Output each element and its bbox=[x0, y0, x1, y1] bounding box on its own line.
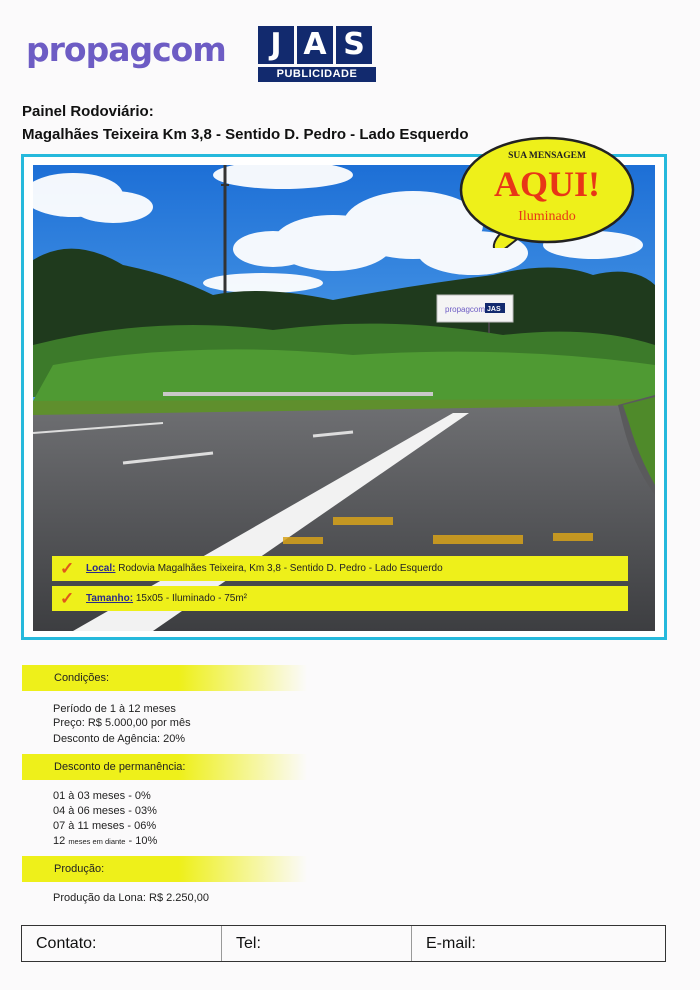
photo-billboard-badge: JAS bbox=[487, 306, 501, 313]
price-text: Preço: R$ 5.000,00 por mês bbox=[53, 717, 191, 729]
page-title: Painel Rodoviário: bbox=[22, 103, 154, 120]
permanence-last-small: meses em diante bbox=[68, 837, 126, 846]
location-title: Magalhães Teixeira Km 3,8 - Sentido D. Pedro - Lado Esquerdo bbox=[22, 126, 469, 143]
bubble-line3: Iluminado bbox=[518, 209, 576, 224]
permanence-last-tail: - 10% bbox=[128, 835, 158, 847]
propagcom-logo: propagcom bbox=[26, 30, 226, 69]
location-info-bar bbox=[52, 556, 628, 581]
size-label: Tamanho: bbox=[86, 593, 134, 604]
jas-subtitle: PUBLICIDADE bbox=[258, 67, 376, 82]
photo-billboard-text: propagcom bbox=[445, 305, 486, 314]
tel-label: Tel: bbox=[222, 926, 412, 961]
location-label: Local: bbox=[86, 563, 116, 574]
size-info-bar bbox=[52, 586, 628, 611]
size-value: 15x05 - Iluminado - 75m² bbox=[135, 593, 247, 604]
jas-letter: J bbox=[258, 26, 294, 64]
production-value: Produção da Lona: R$ 2.250,00 bbox=[53, 892, 209, 904]
permanence-item: 07 à 11 meses - 06% bbox=[53, 820, 157, 832]
production-header: Produção: bbox=[22, 856, 307, 882]
message-speech-bubble bbox=[458, 136, 636, 248]
jas-publicidade-logo bbox=[258, 26, 376, 84]
permanence-last-main: 12 bbox=[53, 835, 66, 847]
period-text: Período de 1 à 12 meses bbox=[53, 703, 176, 715]
checkmark-icon: ✓ bbox=[60, 589, 75, 608]
location-value: Rodovia Magalhães Teixeira, Km 3,8 - Sentido D. Pedro - Lado Esquerdo bbox=[118, 563, 443, 574]
permanence-header: Desconto de permanência: bbox=[22, 754, 307, 780]
contact-box bbox=[21, 925, 666, 962]
contact-label: Contato: bbox=[22, 926, 222, 961]
email-label: E-mail: bbox=[426, 935, 476, 952]
agency-discount-text: Desconto de Agência: 20% bbox=[53, 733, 186, 745]
bubble-line1: SUA MENSAGEM bbox=[508, 151, 586, 161]
conditions-header: Condições: bbox=[22, 665, 307, 691]
jas-letter: S bbox=[336, 26, 372, 64]
bubble-line2: AQUI! bbox=[494, 164, 600, 204]
permanence-item: 01 à 03 meses - 0% bbox=[53, 790, 151, 802]
permanence-item: 04 à 06 meses - 03% bbox=[53, 805, 157, 817]
permanence-item-last bbox=[53, 835, 157, 847]
checkmark-icon: ✓ bbox=[60, 559, 75, 578]
jas-letter: A bbox=[297, 26, 333, 64]
